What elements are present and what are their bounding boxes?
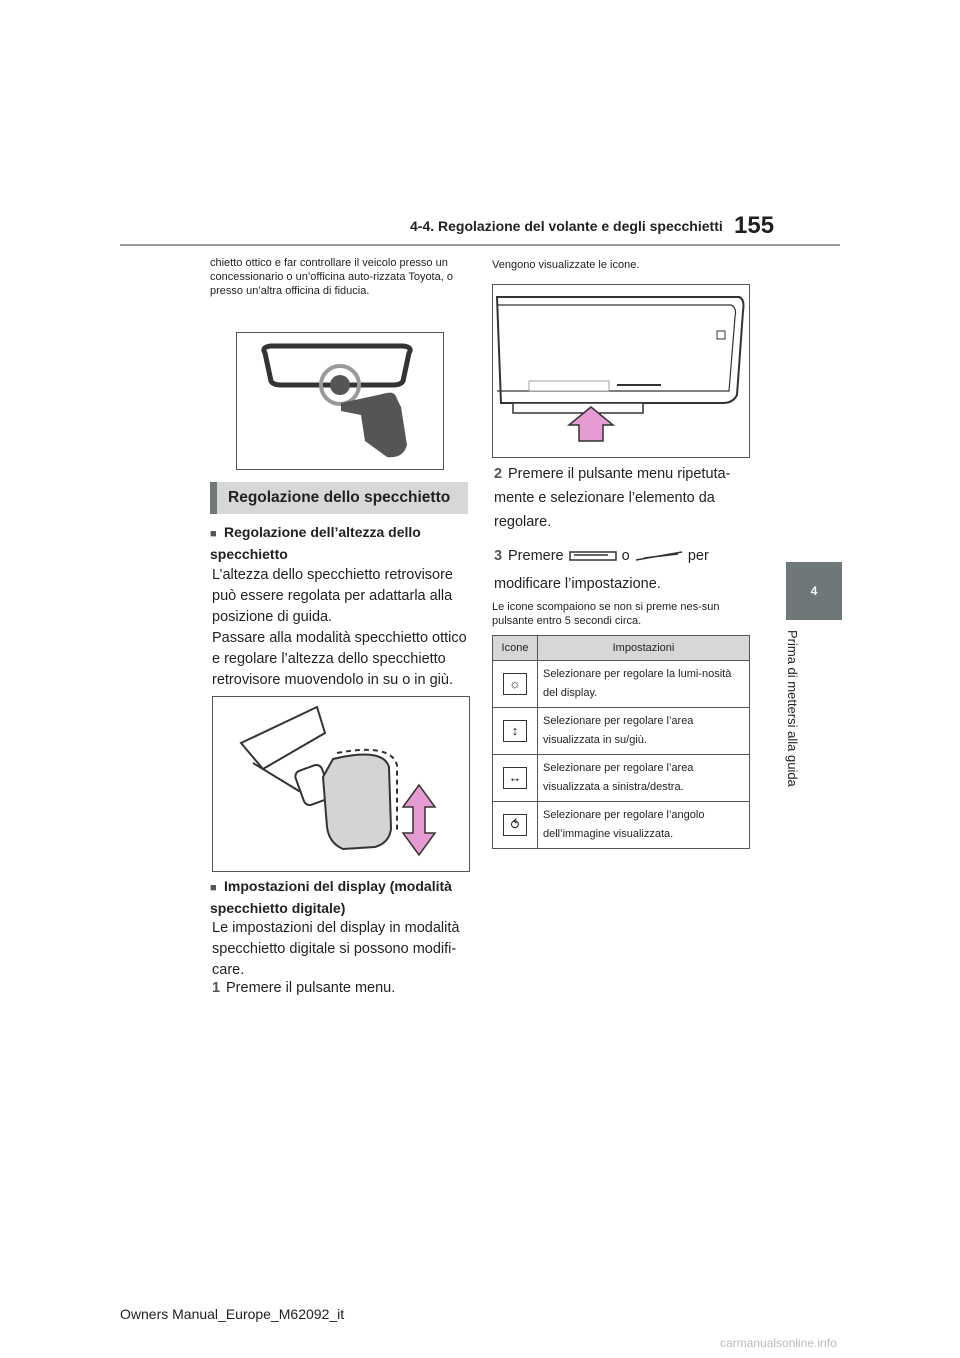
minus-button-icon [568,550,618,562]
col-header-icon: Icone [493,636,538,661]
vertical-arrows-icon: ↕ [503,720,527,742]
section-heading: Regolazione dello specchietto [210,482,468,514]
subheading-display: ■ Impostazioni del display (modalità specchietto digitale) [210,878,452,916]
page-number: 155 [734,212,775,239]
horizontal-arrows-icon: ↔ [503,767,527,789]
chapter-side-label: Prima di mettersi alla guida [785,630,800,787]
table-row: ↕ Selezionare per regolare l’area visualizzata in su/giù. [493,708,750,755]
height-paragraph: L’altezza dello specchietto retrovisore può essere regolata per adattarla alla posizione di guida. [212,567,453,625]
step-1: 1 Premere il pulsante menu. [212,980,396,996]
chapter-tab[interactable]: 4 [786,562,842,620]
col-header-settings: Impostazioni [538,636,750,661]
section-title: 4-4. Regolazione del volante e degli specchietti [410,218,723,234]
square-bullet-icon: ■ [210,882,217,894]
settings-table [492,635,750,849]
angle-icon: ⥀ [503,814,527,836]
display-paragraph: Le impostazioni del display in modalità specchietto digitale si possono modifi-care. [212,920,460,978]
intro-text: chietto ottico e far controllare il veicolo presso un concessionario o un’officina auto-rizzata Toyota, o presso un’altra officina di fiducia. [210,257,453,297]
subheading-height: ■ Regolazione dell’altezza dello specchietto [210,524,421,562]
step-3: 3 Premere o per modificare l’impostazione. [494,548,709,592]
table-row: ☼ Selezionare per regolare la lumi-nosità del display. [493,661,750,708]
table-row: ⥀ Selezionare per regolare l’angolo dell’immagine visualizzata. [493,802,750,849]
footer-text: Owners Manual_Europe_M62092_it [120,1306,345,1322]
note-text: Le icone scompaiono se non si preme nes-sun pulsante entro 5 secondi circa. [492,601,720,627]
mirror-adjust-figure [212,696,470,872]
table-row: ↔ Selezionare per regolare l’area visualizzata a sinistra/destra. [493,755,750,802]
header-divider [120,244,840,246]
square-bullet-icon: ■ [210,528,217,540]
mode-paragraph: Passare alla modalità specchietto ottico e regolare l’altezza dello specchietto retrovisore muovendolo in su o in giù. [212,630,467,688]
brightness-icon: ☼ [503,673,527,695]
mirror-menu-figure [492,284,750,458]
mirror-button-figure [236,332,444,470]
watermark: carmanualsonline.info [720,1336,837,1350]
step-2: 2 Premere il pulsante menu ripetuta-mente e selezionare l’elemento da regolare. [494,466,731,530]
icons-shown-text: Vengono visualizzate le icone. [492,259,640,271]
plus-button-icon [634,550,684,562]
